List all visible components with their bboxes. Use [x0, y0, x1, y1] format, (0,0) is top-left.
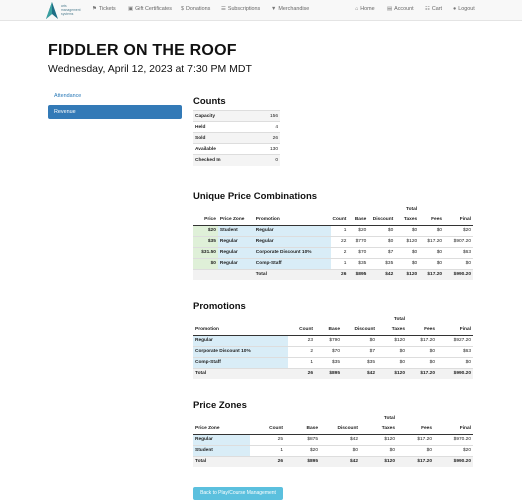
final-cell: $63	[444, 247, 473, 258]
promotion-cell: Comp-Staff	[254, 258, 331, 269]
cart-icon: ☷	[425, 6, 430, 12]
zone-cell: Regular	[218, 247, 254, 258]
promotions-group-label: Total	[393, 317, 405, 322]
base-cell: $70	[315, 346, 342, 357]
nav-account-label: Account	[394, 6, 414, 12]
nav-home-label: Home	[360, 6, 375, 12]
taxes-cell: $0	[395, 258, 419, 269]
table-row	[193, 445, 473, 456]
col-count[interactable]: Count	[288, 324, 315, 335]
total-label: Total	[193, 456, 250, 467]
table-row	[193, 434, 473, 445]
zone-cell: Student	[193, 445, 250, 456]
col-promotion[interactable]: Promotion	[254, 214, 331, 225]
nav-donations-label: Donations	[186, 6, 211, 12]
final-cell: $20	[444, 225, 473, 236]
total-base: $895	[348, 269, 368, 280]
final-cell: $0	[444, 258, 473, 269]
counts-title: Counts	[193, 96, 226, 107]
price-cell: $0	[193, 258, 218, 269]
base-cell: $35	[348, 258, 368, 269]
final-cell: $907.20	[444, 236, 473, 247]
base-cell: $20	[285, 445, 320, 456]
counts-row	[193, 144, 280, 155]
nav-account[interactable]	[387, 6, 414, 12]
promotions-total-row	[193, 368, 473, 379]
promotion-cell: Regular	[193, 335, 288, 346]
counts-label: Held	[193, 122, 255, 133]
count-cell: 23	[288, 335, 315, 346]
nav-subscriptions-label: Subscriptions	[227, 6, 261, 12]
col-taxes[interactable]: Taxes	[377, 324, 407, 335]
counts-label: Capacity	[193, 111, 255, 122]
count-cell: 2	[288, 346, 315, 357]
discount-cell: $35	[342, 357, 377, 368]
zone-cell: Regular	[218, 258, 254, 269]
upc-title: Unique Price Combinations	[193, 191, 318, 202]
event-title: FIDDLER ON THE ROOF	[48, 42, 237, 59]
zones-group-label: Total	[383, 416, 395, 421]
counts-label: Sold	[193, 133, 255, 144]
counts-row	[193, 111, 280, 122]
counts-value: 156	[255, 111, 280, 122]
col-count[interactable]: Count	[250, 423, 285, 434]
zones-header-row	[193, 423, 473, 434]
taxes-cell: $0	[377, 346, 407, 357]
base-cell: $790	[315, 335, 342, 346]
col-fees[interactable]: Fees	[407, 324, 437, 335]
counts-label: Checked In	[193, 155, 255, 166]
taxes-cell: $0	[360, 445, 397, 456]
promotions-group-row	[193, 315, 473, 324]
top-navbar	[0, 0, 522, 21]
nav-home[interactable]	[355, 6, 375, 12]
col-fees[interactable]: Fees	[419, 214, 444, 225]
nav-tickets-label: Tickets	[98, 6, 116, 12]
logo-mark-icon	[44, 1, 60, 20]
total-taxes: $120	[377, 368, 407, 379]
counts-row	[193, 122, 280, 133]
col-taxes[interactable]: Taxes	[360, 423, 397, 434]
total-final: $990.20	[437, 368, 473, 379]
counts-label: Available	[193, 144, 255, 155]
taxes-cell: $120	[377, 335, 407, 346]
nav-merchandise[interactable]	[271, 6, 309, 12]
base-cell: $35	[315, 357, 342, 368]
table-row	[193, 346, 473, 357]
discount-cell: $0	[342, 335, 377, 346]
list-icon: ☰	[221, 6, 226, 12]
final-cell: $63	[437, 346, 473, 357]
total-blank	[218, 269, 254, 280]
price-cell: $35	[193, 236, 218, 247]
taxes-cell: $0	[395, 225, 419, 236]
home-icon: ⌂	[355, 6, 359, 12]
col-base[interactable]: Base	[315, 324, 342, 335]
zones-group-row	[193, 414, 473, 423]
sidenav-revenue[interactable]: Revenue	[48, 105, 182, 119]
col-promotion[interactable]: Promotion	[193, 324, 288, 335]
total-label: Total	[193, 368, 288, 379]
col-price-zone[interactable]: Price Zone	[218, 214, 254, 225]
promotions-title: Promotions	[193, 301, 246, 312]
col-count[interactable]: Count	[331, 214, 349, 225]
base-cell: $875	[285, 434, 320, 445]
discount-cell: $42	[320, 434, 360, 445]
promotion-cell: Regular	[254, 225, 331, 236]
col-price-zone[interactable]: Price Zone	[193, 423, 250, 434]
total-final: $990.20	[434, 456, 473, 467]
fees-cell: $0	[419, 225, 444, 236]
taxes-cell: $120	[395, 236, 419, 247]
fees-cell: $17.20	[407, 335, 437, 346]
nav-gift-certificates[interactable]	[128, 6, 172, 12]
shirt-icon: ▼	[271, 6, 277, 12]
fees-cell: $0	[397, 445, 434, 456]
count-cell: 1	[288, 357, 315, 368]
nav-gift-certificates-label: Gift Certificates	[135, 6, 172, 12]
total-discount: $42	[342, 368, 377, 379]
total-taxes: $120	[395, 269, 419, 280]
base-cell: $70	[348, 247, 368, 258]
promotion-cell: Regular	[254, 236, 331, 247]
col-fees[interactable]: Fees	[397, 423, 434, 434]
discount-cell: $7	[342, 346, 377, 357]
upc-total-row	[193, 269, 473, 280]
promotion-cell: Comp-Staff	[193, 357, 288, 368]
col-taxes[interactable]: Taxes	[395, 214, 419, 225]
total-count: 26	[250, 456, 285, 467]
nav-subscriptions[interactable]	[221, 6, 260, 12]
fees-cell: $17.20	[397, 434, 434, 445]
upc-table	[193, 205, 473, 280]
nav-donations[interactable]	[181, 6, 210, 12]
promotions-header-row	[193, 324, 473, 335]
total-base: $895	[285, 456, 320, 467]
counts-row	[193, 155, 280, 166]
table-row	[193, 335, 473, 346]
taxes-cell: $0	[395, 247, 419, 258]
nav-tickets[interactable]	[92, 6, 116, 12]
final-cell: $20	[434, 445, 473, 456]
zones-total-row	[193, 456, 473, 467]
counts-value: 0	[255, 155, 280, 166]
fees-cell: $0	[407, 346, 437, 357]
counts-row	[193, 133, 280, 144]
table-row	[193, 258, 473, 269]
total-count: 26	[288, 368, 315, 379]
upc-group-row	[193, 205, 473, 214]
table-row	[193, 357, 473, 368]
price-cell: $31.50	[193, 247, 218, 258]
total-label: Total	[254, 269, 331, 280]
account-icon: ▤	[387, 6, 393, 12]
discount-cell: $0	[368, 225, 395, 236]
total-fees: $17.20	[407, 368, 437, 379]
taxes-cell: $0	[377, 357, 407, 368]
col-final[interactable]: Final	[437, 324, 473, 335]
event-datetime: Wednesday, April 12, 2023 at 7:30 PM MDT	[48, 63, 252, 75]
final-cell: $927.20	[437, 335, 473, 346]
discount-cell: $7	[368, 247, 395, 258]
zones-title: Price Zones	[193, 400, 247, 411]
taxes-cell: $120	[360, 434, 397, 445]
tag-icon: ⚑	[92, 6, 97, 12]
col-price[interactable]: Price	[193, 214, 218, 225]
total-discount: $42	[320, 456, 360, 467]
table-row	[193, 247, 473, 258]
zone-cell: Student	[218, 225, 254, 236]
zone-cell: Regular	[218, 236, 254, 247]
col-discount[interactable]: Discount	[368, 214, 395, 225]
col-base[interactable]: Base	[285, 423, 320, 434]
total-discount: $42	[368, 269, 395, 280]
sidenav-attendance[interactable]: Attendance	[54, 93, 82, 99]
promotion-cell: Corporate Discount 10%	[254, 247, 331, 258]
counts-value: 26	[255, 133, 280, 144]
nav-logout-label: Logout	[458, 6, 475, 12]
counts-table	[193, 110, 280, 166]
base-cell: $20	[348, 225, 368, 236]
col-base[interactable]: Base	[348, 214, 368, 225]
count-cell: 1	[331, 258, 349, 269]
dollar-icon: $	[181, 6, 184, 12]
upc-group-label: Total	[406, 207, 418, 212]
count-cell: 22	[331, 236, 349, 247]
total-fees: $17.20	[419, 269, 444, 280]
table-row	[193, 225, 473, 236]
count-cell: 1	[331, 225, 349, 236]
total-fees: $17.20	[397, 456, 434, 467]
col-discount[interactable]: Discount	[342, 324, 377, 335]
col-discount[interactable]: Discount	[320, 423, 360, 434]
upc-header-row	[193, 214, 473, 225]
back-to-management-button[interactable]: Back to Play/Course Management	[193, 487, 283, 500]
discount-cell: $0	[320, 445, 360, 456]
ams-logo[interactable]	[44, 1, 90, 20]
base-cell: $770	[348, 236, 368, 247]
nav-merchandise-label: Merchandise	[278, 6, 310, 12]
promotion-cell: Corporate Discount 10%	[193, 346, 288, 357]
fees-cell: $0	[419, 258, 444, 269]
fees-cell: $0	[407, 357, 437, 368]
total-count: 26	[331, 269, 349, 280]
fees-cell: $0	[419, 247, 444, 258]
col-final[interactable]: Final	[434, 423, 473, 434]
count-cell: 2	[331, 247, 349, 258]
zones-table	[193, 414, 473, 467]
nav-cart[interactable]	[425, 6, 442, 12]
counts-value: 4	[255, 122, 280, 133]
gift-icon: ▣	[128, 6, 134, 12]
total-blank	[193, 269, 218, 280]
zone-cell: Regular	[193, 434, 250, 445]
counts-value: 130	[255, 144, 280, 155]
lock-icon: ●	[453, 6, 457, 12]
promotions-table	[193, 315, 473, 379]
final-cell: $970.20	[434, 434, 473, 445]
total-base: $895	[315, 368, 342, 379]
final-cell: $0	[437, 357, 473, 368]
col-final[interactable]: Final	[444, 214, 473, 225]
total-final: $990.20	[444, 269, 473, 280]
count-cell: 1	[250, 445, 285, 456]
count-cell: 25	[250, 434, 285, 445]
nav-logout[interactable]	[453, 6, 475, 12]
table-row	[193, 236, 473, 247]
fees-cell: $17.20	[419, 236, 444, 247]
nav-cart-label: Cart	[431, 6, 443, 12]
discount-cell: $0	[368, 236, 395, 247]
total-taxes: $120	[360, 456, 397, 467]
discount-cell: $35	[368, 258, 395, 269]
logo-text: arts management systems	[61, 4, 81, 16]
price-cell: $20	[193, 225, 218, 236]
